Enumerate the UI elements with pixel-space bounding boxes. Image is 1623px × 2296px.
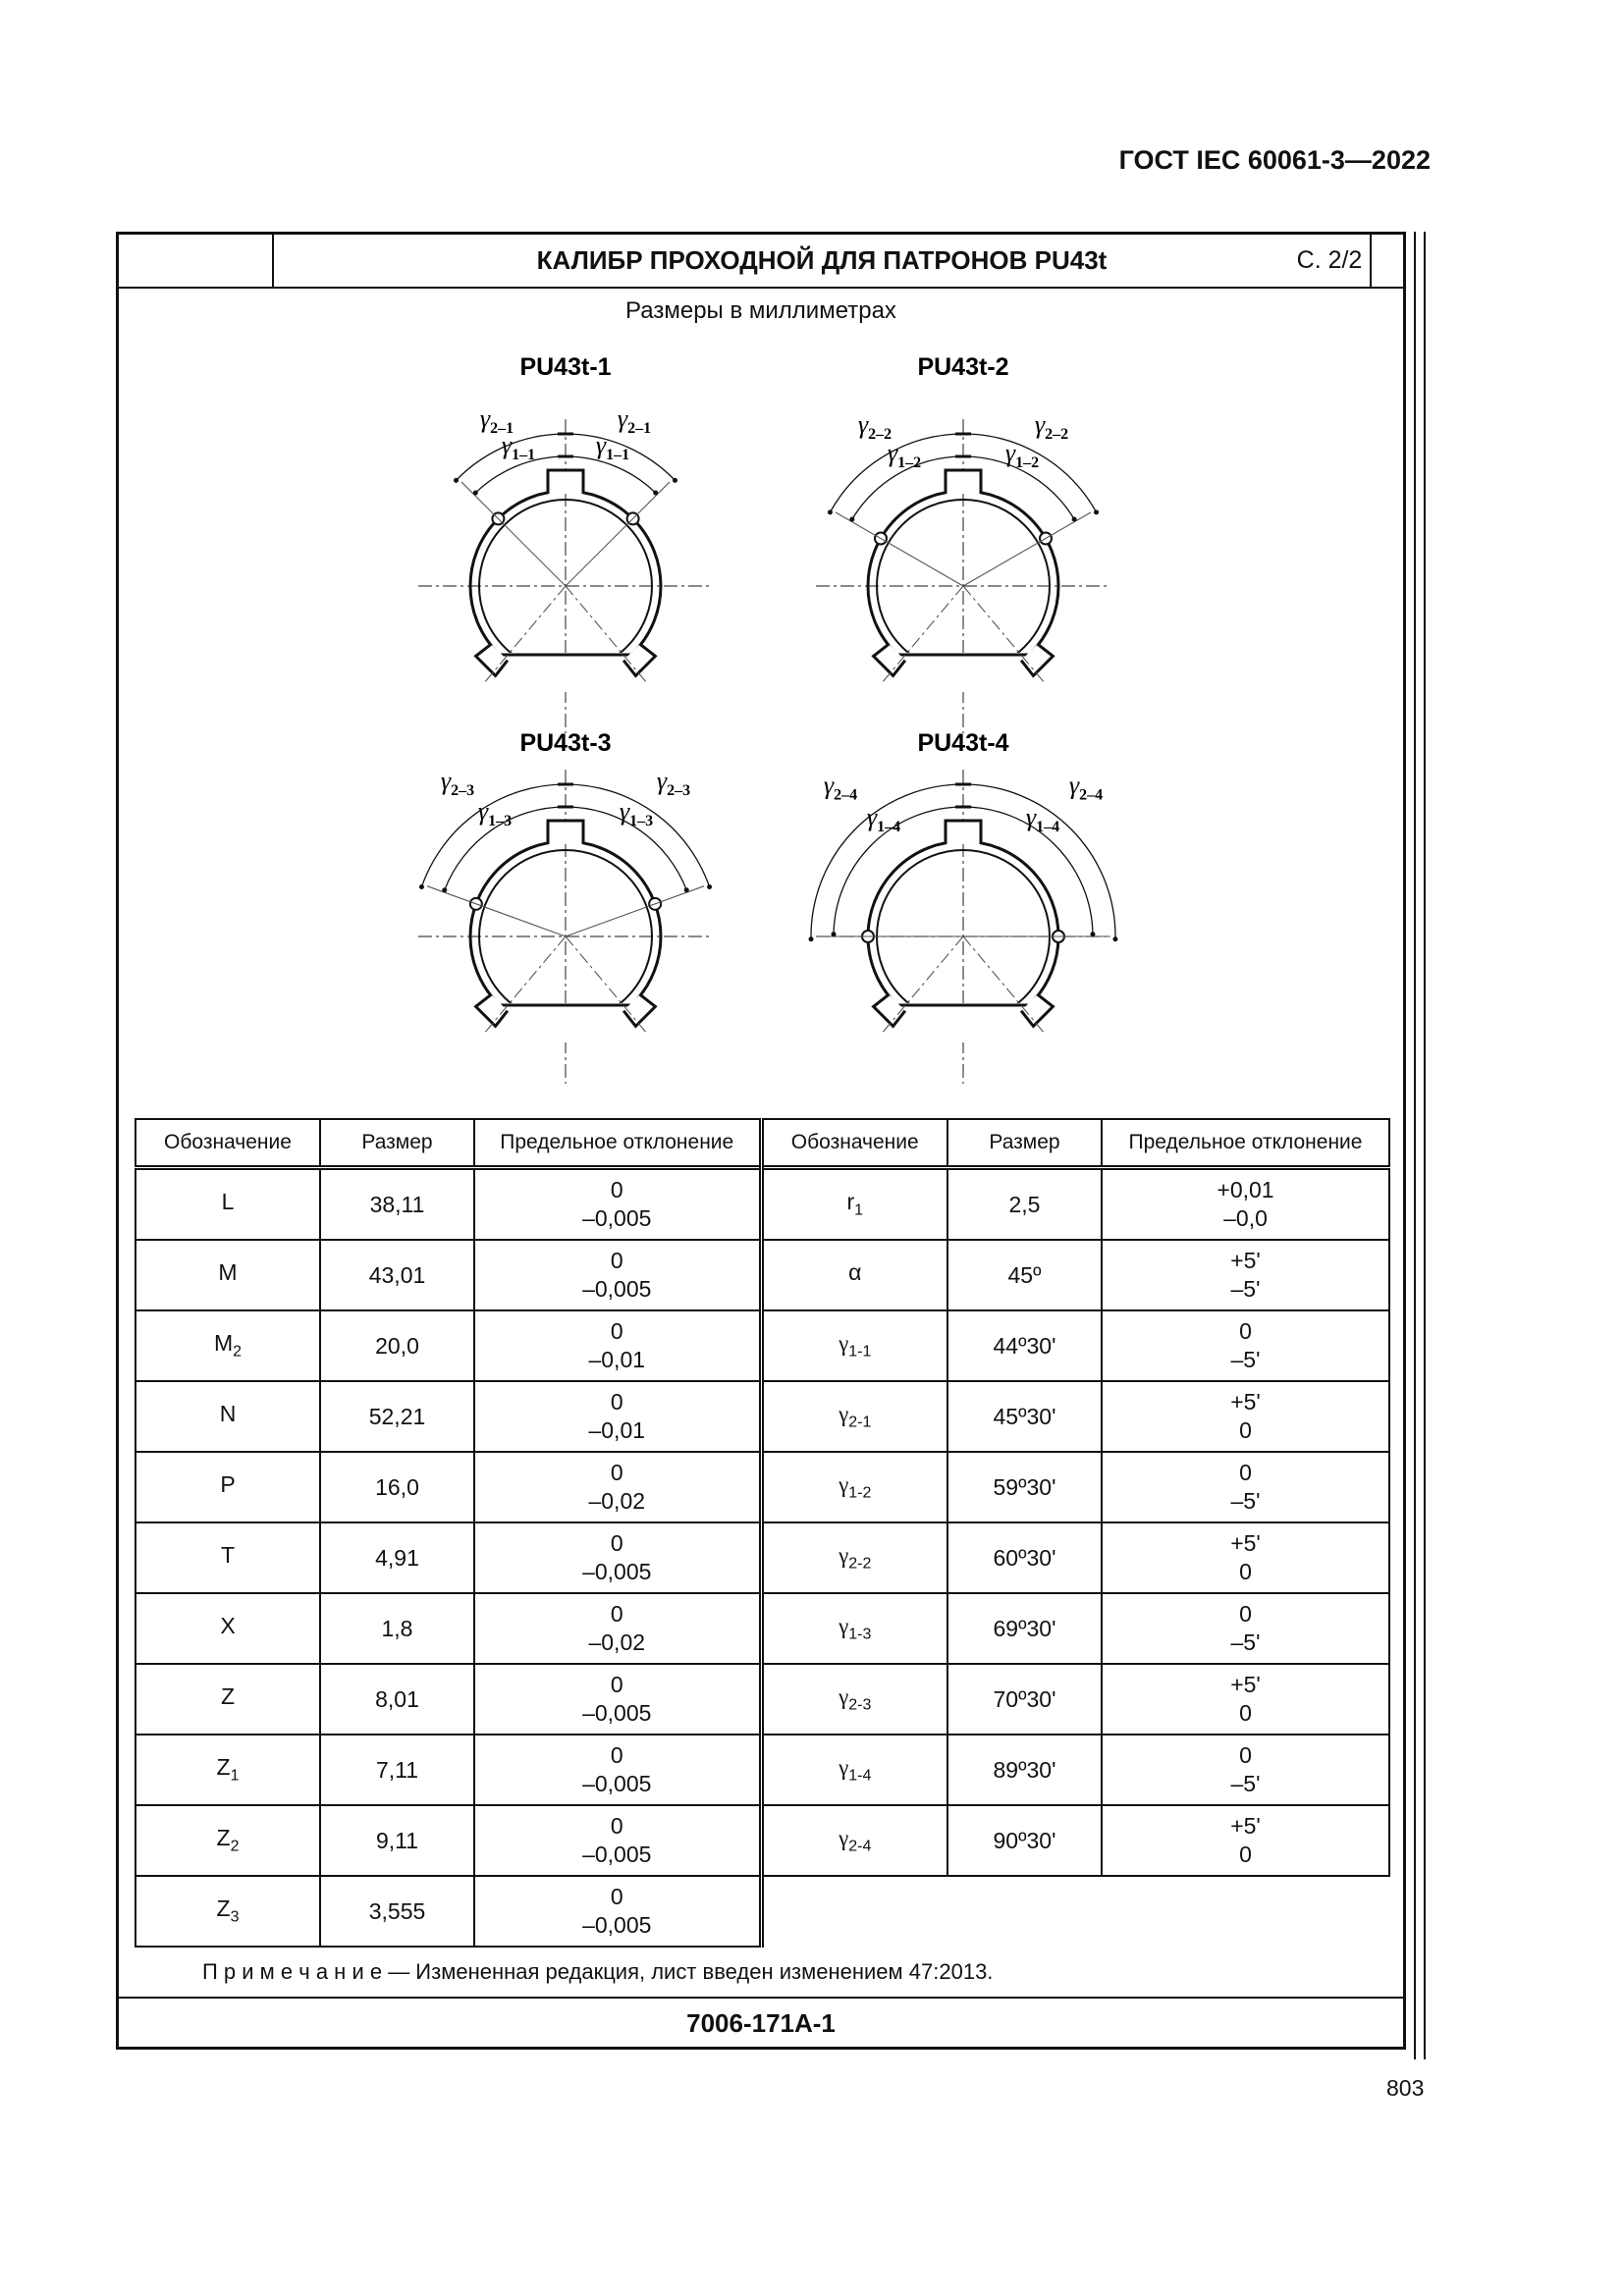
drawing-sheet: [116, 232, 1406, 2050]
outer-gamma-label: [441, 767, 474, 799]
gamma-subscript: 1–4: [877, 819, 901, 835]
size-cell: [947, 1593, 1102, 1664]
gamma-symbol: γ: [1034, 410, 1046, 439]
tolerance-lower: 0: [1239, 1700, 1252, 1726]
size-value: 70º30': [993, 1685, 1056, 1712]
table-row: [135, 1593, 1389, 1664]
designation-cell: [135, 1593, 320, 1664]
designation-symbol: γ: [839, 1472, 849, 1498]
tolerance-cell: [474, 1805, 761, 1876]
designation-subscript: 1: [230, 1767, 240, 1785]
tolerance-lower: 0: [1239, 1417, 1252, 1443]
gamma-symbol: γ: [656, 767, 668, 795]
gamma-symbol: γ: [1025, 803, 1037, 831]
size-cell: [320, 1805, 474, 1876]
tolerance-upper: 0: [1239, 1318, 1252, 1345]
flat-mask: [497, 1003, 634, 1042]
size-cell: [320, 1240, 474, 1310]
tolerance-lower: 0: [1239, 1559, 1252, 1584]
tolerance-lower: –5': [1230, 1347, 1261, 1372]
tolerance-cell: [474, 1381, 761, 1452]
tolerance-cell: [474, 1522, 761, 1593]
size-cell: [320, 1310, 474, 1381]
gamma-subscript: 1–3: [488, 813, 513, 829]
tolerance-cell: [474, 1876, 761, 1947]
page-number: 803: [1386, 2075, 1425, 2101]
header-designation: Обозначение: [761, 1119, 947, 1168]
designation-cell: [761, 1735, 947, 1805]
tolerance-upper: +5': [1230, 1672, 1261, 1698]
tolerance-lower: –0,005: [582, 1205, 652, 1231]
angle-construction-line: [963, 512, 1091, 586]
gamma-symbol: γ: [866, 803, 878, 831]
tolerance-lower: –0,005: [582, 1559, 652, 1584]
size-cell: [320, 1452, 474, 1522]
size-cell: [947, 1735, 1102, 1805]
size-cell: [947, 1664, 1102, 1735]
outer-gamma-label: [1035, 410, 1068, 443]
tolerance-cell: [474, 1735, 761, 1805]
size-cell: [947, 1310, 1102, 1381]
gauge-diagrams: [119, 235, 1403, 1118]
size-cell: [320, 1664, 474, 1735]
designation-cell: [761, 1168, 947, 1241]
angle-construction-line: [427, 886, 566, 936]
tolerance-upper: 0: [1239, 1742, 1252, 1769]
designation-subscript: 2-3: [848, 1696, 872, 1714]
outer-gamma-label: [657, 767, 690, 799]
dimension-arrow: [809, 936, 814, 941]
gauge-top-key: [946, 821, 981, 844]
size-value: 38,11: [369, 1191, 425, 1217]
table-header-row: [135, 1119, 1389, 1168]
gamma-symbol: γ: [1068, 771, 1080, 800]
inner-gamma-label: [867, 803, 900, 835]
flat-mask: [894, 653, 1032, 692]
designation-cell: [135, 1735, 320, 1805]
designation-symbol: α: [848, 1259, 862, 1286]
gamma-subscript: 2–4: [834, 786, 858, 804]
tolerance-upper: +0,01: [1217, 1177, 1274, 1203]
dimension-arrow: [473, 491, 478, 496]
size-cell: [947, 1381, 1102, 1452]
tolerance-upper: 0: [1239, 1460, 1252, 1486]
designation-subscript: 2-2: [848, 1555, 872, 1573]
tolerance-upper: 0: [610, 1742, 623, 1769]
gamma-subscript: 1–1: [512, 447, 536, 463]
size-cell: [320, 1168, 474, 1241]
frame-margin-line: [1414, 232, 1416, 2059]
gamma-symbol: γ: [1004, 439, 1016, 467]
size-value: 43,01: [368, 1261, 426, 1288]
gauge-diagram-1: [418, 353, 713, 733]
designation-cell: [761, 1805, 947, 1876]
table-row: [135, 1805, 1389, 1876]
diagram-label: PU43t-1: [519, 353, 612, 381]
gamma-subscript: 1–2: [897, 454, 922, 471]
outer-gamma-label: [824, 772, 857, 804]
tolerance-upper: +5': [1230, 1389, 1261, 1415]
size-value: 8,01: [375, 1685, 419, 1712]
size-cell: [320, 1381, 474, 1452]
angle-construction-line: [836, 512, 963, 586]
size-value: 69º30': [993, 1615, 1056, 1641]
gamma-symbol: γ: [479, 404, 491, 433]
table-row: [135, 1452, 1389, 1522]
gamma-subscript: 2–2: [868, 426, 893, 443]
gamma-symbol: γ: [595, 431, 607, 459]
dimensions-table: [135, 1118, 1390, 1948]
tolerance-cell: [474, 1664, 761, 1735]
designation-symbol: T: [220, 1542, 236, 1569]
size-value: 16,0: [375, 1473, 419, 1500]
tolerance-cell: [1102, 1168, 1389, 1241]
dimension-arrow: [684, 887, 689, 892]
tolerance-cell: [1102, 1735, 1389, 1805]
header-designation: Обозначение: [135, 1119, 320, 1168]
gamma-subscript: 2–2: [1045, 426, 1069, 443]
designation-cell: [135, 1240, 320, 1310]
designation-subscript: 2-1: [848, 1414, 872, 1431]
tolerance-upper: +5': [1230, 1530, 1261, 1557]
designation-cell: [761, 1522, 947, 1593]
table-row: [135, 1240, 1389, 1310]
size-value: 45º: [1007, 1261, 1042, 1288]
dimension-arrow: [673, 478, 677, 483]
designation-symbol: γ: [839, 1543, 849, 1569]
tolerance-lower: –0,01: [588, 1347, 646, 1372]
size-cell: [947, 1240, 1102, 1310]
table-row: [135, 1664, 1389, 1735]
gamma-subscript: 1–4: [1036, 819, 1060, 835]
size-cell: [947, 1805, 1102, 1876]
designation-cell: [135, 1876, 320, 1947]
sheet-title: КАЛИБР ПРОХОДНОЙ ДЛЯ ПАТРОНОВ PU43t: [274, 235, 1372, 287]
gamma-subscript: 2–3: [667, 782, 691, 799]
tolerance-cell: [1102, 1593, 1389, 1664]
tolerance-cell: [1102, 1664, 1389, 1735]
tolerance-lower: –0,005: [582, 1912, 652, 1938]
diagram-label: PU43t-4: [917, 729, 1009, 757]
designation-subscript: 1-2: [848, 1484, 872, 1502]
dimension-arrow: [419, 884, 424, 889]
header-size: Размер: [947, 1119, 1102, 1168]
tolerance-lower: –5': [1230, 1488, 1261, 1514]
dimension-arrow: [832, 932, 837, 936]
gamma-subscript: 1–1: [606, 447, 630, 463]
designation-symbol: L: [221, 1189, 235, 1215]
tolerance-cell: [474, 1240, 761, 1310]
header-size: Размер: [320, 1119, 474, 1168]
designation-subscript: 1: [854, 1201, 864, 1219]
table-row: [135, 1381, 1389, 1452]
designation-symbol: Z: [216, 1825, 231, 1851]
designation-cell: [135, 1805, 320, 1876]
tolerance-upper: 0: [610, 1177, 623, 1203]
frame-margin-line: [1424, 232, 1426, 2059]
tolerance-lower: –5': [1230, 1276, 1261, 1302]
designation-symbol: γ: [839, 1755, 849, 1781]
designation-symbol: γ: [839, 1614, 849, 1639]
table-row: [135, 1310, 1389, 1381]
dimension-arrow: [1072, 517, 1077, 522]
gauge-top-key: [548, 470, 583, 494]
size-cell: [947, 1522, 1102, 1593]
tolerance-cell: [1102, 1522, 1389, 1593]
angle-construction-line: [566, 482, 670, 586]
size-value: 2,5: [1008, 1191, 1041, 1217]
designation-cell: [761, 1452, 947, 1522]
tolerance-cell: [474, 1168, 761, 1241]
designation-cell: [135, 1381, 320, 1452]
gamma-subscript: 1–2: [1015, 454, 1040, 471]
angle-construction-line: [461, 482, 566, 586]
designation-symbol: r: [846, 1189, 855, 1215]
gauge-top-key: [548, 821, 583, 844]
tolerance-upper: 0: [610, 1884, 623, 1910]
tolerance-upper: 0: [610, 1389, 623, 1415]
tolerance-lower: –5': [1230, 1629, 1261, 1655]
tolerance-lower: –0,02: [588, 1488, 646, 1514]
designation-cell: [135, 1168, 320, 1241]
note-text: П р и м е ч а н и е — Измененная редакция, лист введен изменением 47:2013.: [202, 1959, 994, 1984]
dimension-arrow: [653, 491, 658, 496]
dimension-arrow: [707, 884, 712, 889]
inner-gamma-label: [596, 431, 629, 463]
inner-gamma-label: [1005, 439, 1039, 471]
designation-subscript: 1-4: [848, 1767, 872, 1785]
size-value: 60º30': [993, 1544, 1056, 1571]
tolerance-cell: [474, 1593, 761, 1664]
gamma-symbol: γ: [619, 797, 630, 826]
table-row: [135, 1168, 1389, 1241]
tolerance-cell: [1102, 1240, 1389, 1310]
tolerance-upper: 0: [610, 1318, 623, 1345]
designation-symbol: Z: [216, 1896, 231, 1922]
outer-gamma-label: [1069, 772, 1103, 804]
tolerance-lower: –5': [1230, 1771, 1261, 1796]
dimension-arrow: [1094, 509, 1099, 514]
tolerance-upper: 0: [610, 1672, 623, 1698]
units-note: Размеры в миллиметрах: [625, 297, 896, 324]
designation-subscript: 1-3: [848, 1626, 872, 1643]
size-value: 89º30': [993, 1756, 1056, 1783]
size-cell: [320, 1522, 474, 1593]
tolerance-cell: [474, 1452, 761, 1522]
tolerance-upper: 0: [1239, 1601, 1252, 1628]
designation-symbol: X: [220, 1613, 236, 1639]
designation-subscript: 2: [230, 1838, 240, 1855]
diagram-label: PU43t-2: [917, 353, 1009, 381]
tolerance-cell: [1102, 1452, 1389, 1522]
gamma-subscript: 2–4: [1079, 786, 1104, 804]
gamma-symbol: γ: [823, 771, 835, 800]
angle-construction-line: [566, 886, 704, 936]
tolerance-lower: –0,005: [582, 1842, 652, 1867]
table-row: [135, 1522, 1389, 1593]
gamma-subscript: 1–3: [629, 813, 654, 829]
gamma-symbol: γ: [887, 439, 898, 467]
dimension-arrow: [442, 887, 447, 892]
gamma-subscript: 2–1: [627, 420, 652, 437]
inner-gamma-label: [502, 431, 535, 463]
size-value: 90º30': [993, 1827, 1056, 1853]
tolerance-cell: [1102, 1310, 1389, 1381]
designation-symbol: Z: [216, 1754, 231, 1781]
size-value: 59º30': [993, 1473, 1056, 1500]
dimension-arrow: [1090, 932, 1095, 936]
tolerance-cell: [1102, 1381, 1389, 1452]
designation-symbol: γ: [839, 1402, 849, 1427]
tolerance-cell: [1102, 1805, 1389, 1876]
designation-cell: [761, 1593, 947, 1664]
tolerance-lower: –0,005: [582, 1276, 652, 1302]
size-value: 45º30': [993, 1403, 1056, 1429]
size-value: 20,0: [375, 1332, 419, 1359]
gamma-symbol: γ: [477, 797, 489, 826]
size-value: 9,11: [375, 1827, 419, 1853]
dimension-arrow: [849, 517, 854, 522]
gamma-symbol: γ: [501, 431, 513, 459]
size-cell: [947, 1452, 1102, 1522]
tolerance-lower: –0,01: [588, 1417, 646, 1443]
tolerance-lower: –0,005: [582, 1771, 652, 1796]
gauge-diagram-2: [816, 353, 1110, 733]
gauge-diagram-3: [418, 729, 713, 1084]
tolerance-upper: 0: [610, 1530, 623, 1557]
tolerance-lower: –0,005: [582, 1700, 652, 1726]
sheet-number: С. 2/2: [1296, 246, 1363, 274]
designation-subscript: 3: [230, 1908, 240, 1926]
dimension-arrow: [1112, 936, 1117, 941]
flat-mask: [894, 1003, 1032, 1042]
header-tolerance: Предельное отклонение: [1102, 1119, 1389, 1168]
size-value: 44º30': [993, 1332, 1056, 1359]
designation-cell: [135, 1452, 320, 1522]
designation-symbol: P: [220, 1471, 236, 1498]
designation-subscript: 1-1: [848, 1343, 872, 1361]
gamma-subscript: 2–3: [451, 782, 475, 799]
designation-cell: [761, 1310, 947, 1381]
designation-cell: [135, 1522, 320, 1593]
gamma-subscript: 2–1: [490, 420, 514, 437]
header-tolerance: Предельное отклонение: [474, 1119, 761, 1168]
tolerance-upper: +5': [1230, 1248, 1261, 1274]
designation-symbol: γ: [839, 1684, 849, 1710]
size-value: 3,555: [368, 1897, 426, 1924]
designation-subscript: 2: [233, 1343, 243, 1361]
tolerance-cell: [474, 1310, 761, 1381]
tolerance-upper: 0: [610, 1460, 623, 1486]
gamma-symbol: γ: [617, 404, 628, 433]
tolerance-lower: –0,0: [1223, 1205, 1268, 1231]
tolerance-upper: 0: [610, 1248, 623, 1274]
designation-cell: [761, 1381, 947, 1452]
standard-code: ГОСТ IEC 60061-3—2022: [1118, 145, 1431, 175]
gauge-diagram-4: [809, 729, 1118, 1084]
tolerance-lower: 0: [1239, 1842, 1252, 1867]
size-value: 52,21: [368, 1403, 426, 1429]
size-cell: [320, 1593, 474, 1664]
size-value: 7,11: [375, 1756, 419, 1783]
size-cell: [947, 1168, 1102, 1241]
designation-symbol: M: [218, 1259, 238, 1286]
dimension-arrow: [828, 509, 833, 514]
empty-cell: [761, 1876, 1389, 1947]
designation-symbol: N: [219, 1401, 237, 1427]
size-value: 4,91: [375, 1544, 419, 1571]
designation-cell: [135, 1310, 320, 1381]
tolerance-lower: –0,02: [588, 1629, 646, 1655]
tolerance-upper: 0: [610, 1813, 623, 1840]
size-value: 1,8: [381, 1615, 413, 1641]
designation-symbol: M: [213, 1330, 234, 1357]
tolerance-upper: 0: [610, 1601, 623, 1628]
gauge-top-key: [946, 470, 981, 494]
size-cell: [320, 1876, 474, 1947]
flat-mask: [497, 653, 634, 692]
outer-gamma-label: [618, 404, 651, 437]
designation-cell: [135, 1664, 320, 1735]
size-cell: [320, 1735, 474, 1805]
tolerance-upper: +5': [1230, 1813, 1261, 1840]
designation-symbol: γ: [839, 1826, 849, 1851]
table-row: [135, 1876, 1389, 1947]
table-row: [135, 1735, 1389, 1805]
drawing-designation: 7006-171A-1: [119, 1997, 1403, 2049]
designation-subscript: 2-4: [848, 1838, 872, 1855]
diagram-label: PU43t-3: [519, 729, 612, 757]
designation-cell: [761, 1664, 947, 1735]
designation-symbol: γ: [839, 1331, 849, 1357]
designation-symbol: Z: [220, 1683, 236, 1710]
inner-gamma-label: [888, 439, 921, 471]
dimension-arrow: [454, 478, 459, 483]
gamma-symbol: γ: [857, 410, 869, 439]
inner-gamma-label: [1026, 803, 1059, 835]
gamma-symbol: γ: [440, 767, 452, 795]
designation-cell: [761, 1240, 947, 1310]
